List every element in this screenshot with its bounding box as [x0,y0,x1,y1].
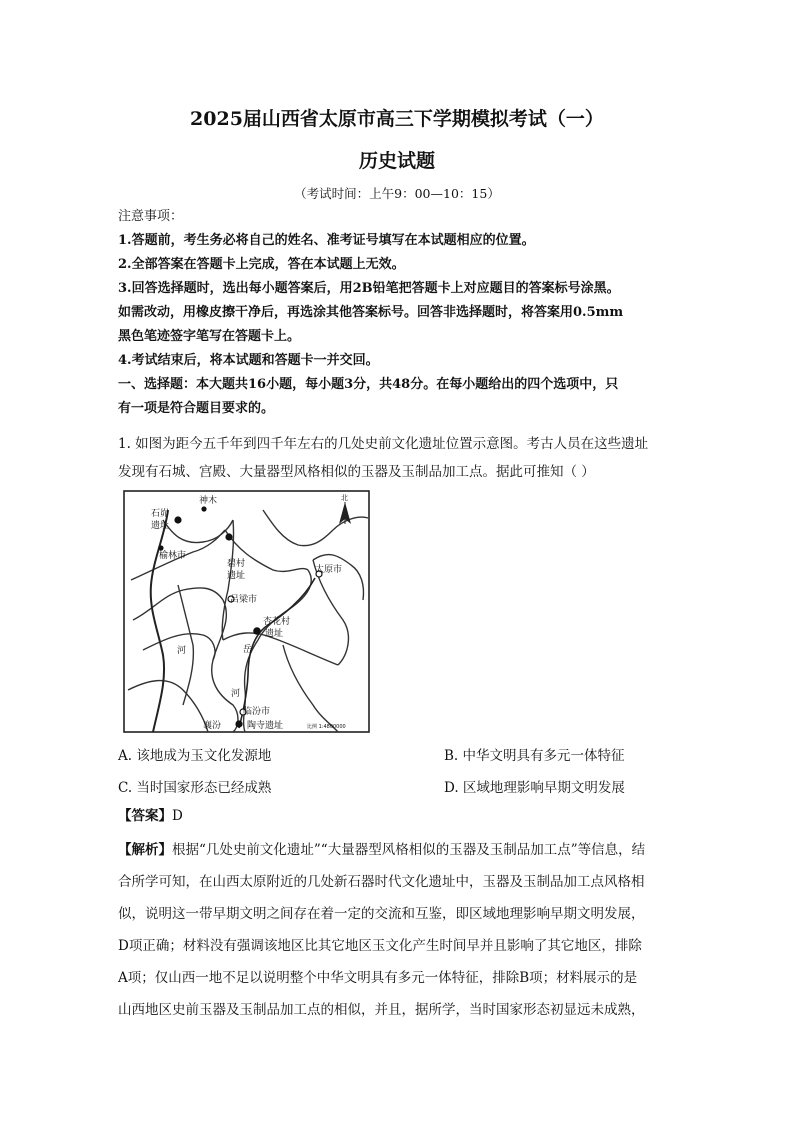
site-marker-shimao [174,516,181,523]
analysis-line: D项正确；材料没有强调该地区比其它地区玉文化产生时间早并且影响了其它地区，排除 [118,938,642,954]
note-item: 4.考试结束后，将本试题和答题卡一并交回。 [118,353,379,368]
subject-title: 历史试题 [358,150,435,172]
map-label: 襄汾 [203,721,222,731]
question-stem-line: 发现有石城、宫殿、大量器型风格相似的玉器及玉制品加工点。据此可推知（ ） [118,464,595,480]
site-location-map [123,490,370,733]
answer-tag: 【答案】 [118,808,172,824]
map-label: 遗址 [151,521,170,531]
city-marker-yulin [158,545,163,550]
analysis-line: A项；仅山西一地不足以说明整个中华文明具有多元一体特征，排除B项；材料展示的是 [118,970,638,986]
answer-value: D [172,808,183,824]
site-marker-xinghuacun [253,627,261,635]
map-label: 河 [177,646,187,656]
site-marker-taosi [235,720,242,727]
notes-heading: 注意事项： [118,209,184,224]
map-label: 太原市 [315,565,343,575]
answer-line [118,804,678,828]
analysis-block [118,834,678,1026]
note-item: 1.答题前，考生务必将自己的姓名、准考证号填写在本试题相应的位置。 [118,233,535,248]
map-label: 河 [231,689,241,699]
option-a: A. 该地成为玉文化发源地 [118,748,272,764]
map-label: 遗址 [227,571,246,581]
section-heading-line1: 一、选择题：本大题共16小题，每小题3分，共48分。在每小题给出的四个选项中，只 [118,377,619,392]
note-item: 黑色笔迹签字笔写在答题卡上。 [118,329,301,344]
note-item: 3.回答选择题时，选出每小题答案后，用2B铅笔把答题卡上对应题目的答案标号涂黑。 [118,281,620,296]
exam-time: （考试时间：上午9：00—10：15） [294,186,500,201]
option-c: C. 当时国家形态已经成熟 [118,780,272,796]
option-b: B. 中华文明具有多元一体特征 [444,748,625,764]
question-stem-line: 1. 如图为距今五千年到四千年左右的几处史前文化遗址位置示意图。考古人员在这些遗址 [118,436,649,452]
north-label: 北 [341,494,348,502]
section-heading-line2: 有一项是符合题目要求的。 [118,401,275,416]
exam-title: 2025届山西省太原市高三下学期模拟考试（一） [190,108,604,130]
question-1-stem [118,430,678,486]
note-item: 如需改动，用橡皮擦干净后，再选涂其他答案标号。回答非选择题时，将答案用0.5mm [118,305,624,320]
map-label: 遗址 [265,629,284,639]
map-label: 临汾市 [243,707,271,717]
analysis-tag: 【解析】 [118,842,172,858]
analysis-line: 合所学可知，在山西太原附近的几处新石器时代文化遗址中，玉器及玉制品加工点风格相 [118,874,645,890]
notes-block [118,205,678,421]
map-label: 神木 [199,496,218,506]
map-label: 榆林市 [159,551,187,561]
map-label: 石峁 [151,509,170,519]
option-d: D. 区域地理影响早期文明发展 [444,780,625,796]
analysis-line: 山西地区史前玉器及玉制品加工点的相似，并且，据所学，当时国家形态初显远未成熟， [118,1002,645,1018]
map-label: 吕梁市 [230,595,258,605]
site-marker-beicun [225,533,232,540]
city-marker-shenmu [201,506,206,511]
map-label: 岳 [243,645,253,655]
map-label: 杏花村 [263,617,291,627]
analysis-line: 根据“几处史前文化遗址”“大量器型风格相似的玉器及玉制品加工点”等信息，结 [172,842,646,858]
map-label: 碧村 [227,559,246,569]
map-label: 陶寺遗址 [247,721,284,731]
analysis-line: 似，说明这一带早期文明之间存在着一定的交流和互鉴，即区域地理影响早期文明发展， [118,906,645,922]
map-scale: 比例 1:4800000 [307,724,346,730]
note-item: 2.全部答案在答题卡上完成，答在本试题上无效。 [118,257,405,272]
